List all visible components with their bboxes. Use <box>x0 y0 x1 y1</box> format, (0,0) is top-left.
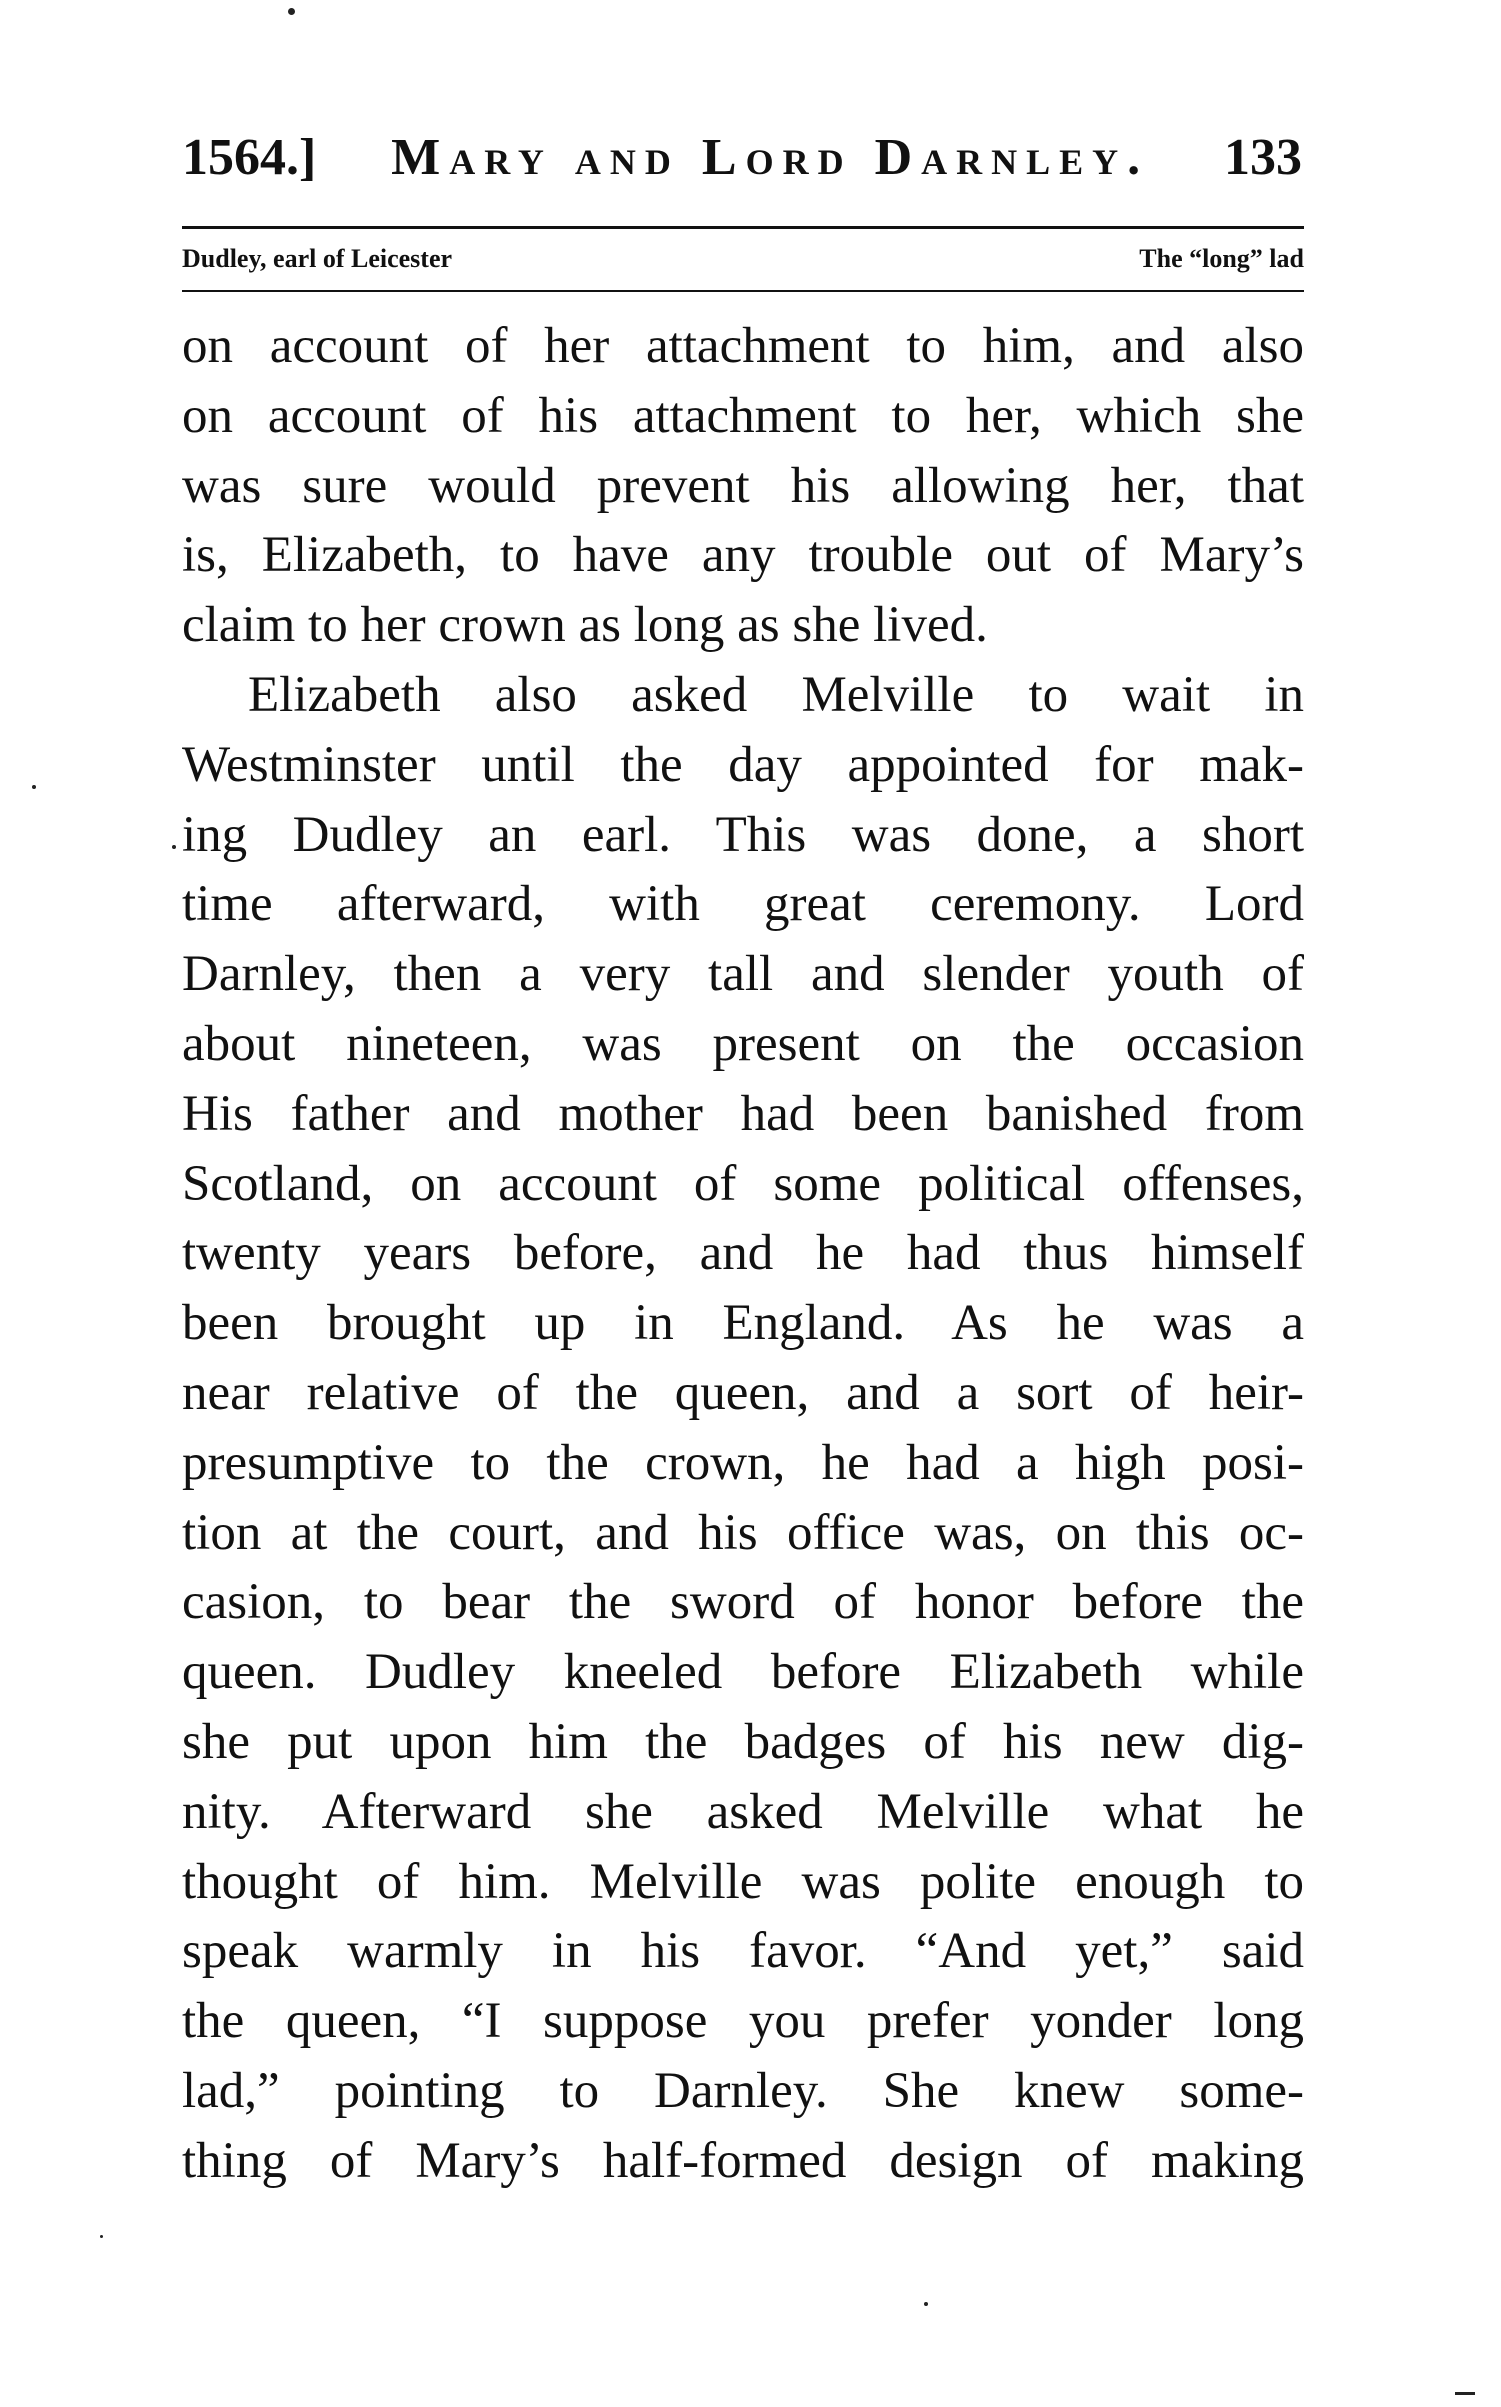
running-head <box>182 128 1302 198</box>
text-line: about nineteen, was present on the occasion <box>182 1015 1304 1072</box>
print-speck <box>32 785 36 789</box>
header-rule-top <box>182 226 1304 229</box>
text-line: she put upon him the badges of his new dig- <box>182 1713 1304 1770</box>
marginal-note-left: Dudley, earl of Leicester <box>182 244 453 273</box>
text-line: speak warmly in his favor. “And yet,” said <box>182 1923 1304 1980</box>
marginal-note-right: The “long” lad <box>1139 244 1304 273</box>
text-line: Darnley, then a very tall and slender youth of <box>182 946 1304 1003</box>
body-text <box>182 312 1304 2197</box>
text-line: time afterward, with great ceremony. Lord <box>182 876 1304 933</box>
marginal-notes <box>182 244 1304 284</box>
text-line: Scotland, on account of some political offenses, <box>182 1155 1304 1212</box>
text-line: nity. Afterward she asked Melville what he <box>182 1783 1304 1840</box>
text-line: presumptive to the crown, he had a high posi- <box>182 1434 1304 1491</box>
text-line: queen. Dudley kneeled before Elizabeth while <box>182 1644 1304 1701</box>
text-line: on account of her attachment to him, and also <box>182 318 1304 374</box>
page-number: 133 <box>1223 129 1302 186</box>
print-speck <box>924 2302 928 2306</box>
text-line: on account of his attachment to her, which she <box>182 387 1304 444</box>
print-speck <box>288 8 295 15</box>
text-line: claim to her crown as long as she lived. <box>182 597 988 654</box>
print-speck <box>100 2235 103 2238</box>
text-line: thought of him. Melville was polite enough to <box>182 1853 1304 1910</box>
text-line: casion, to bear the sword of honor before the <box>182 1574 1304 1631</box>
text-line: tion at the court, and his office was, on this oc- <box>182 1504 1304 1561</box>
text-line: ing Dudley an earl. This was done, a short <box>182 806 1304 863</box>
text-line: thing of Mary’s half-formed design of making <box>182 2132 1304 2189</box>
running-head-year: 1564.] <box>182 129 317 186</box>
text-line: was sure would prevent his allowing her, that <box>182 457 1304 514</box>
text-line: Elizabeth also asked Melville to wait in <box>248 666 1304 723</box>
text-line: His father and mother had been banished from <box>182 1085 1304 1142</box>
text-line: twenty years before, and he had thus himself <box>182 1225 1304 1282</box>
text-line: is, Elizabeth, to have any trouble out of Mary’s <box>182 527 1304 584</box>
header-rule-bottom <box>182 290 1304 292</box>
print-speck <box>172 845 176 849</box>
print-speck <box>1455 2392 1475 2395</box>
text-line: Westminster until the day appointed for mak- <box>182 736 1304 793</box>
text-line: lad,” pointing to Darnley. She knew some- <box>182 2062 1304 2119</box>
text-line: the queen, “I suppose you prefer yonder long <box>182 1993 1304 2050</box>
text-line: near relative of the queen, and a sort of heir- <box>182 1364 1304 1421</box>
text-line: been brought up in England. As he was a <box>182 1295 1304 1352</box>
running-head-title: Mary and Lord Darnley. <box>391 129 1150 186</box>
